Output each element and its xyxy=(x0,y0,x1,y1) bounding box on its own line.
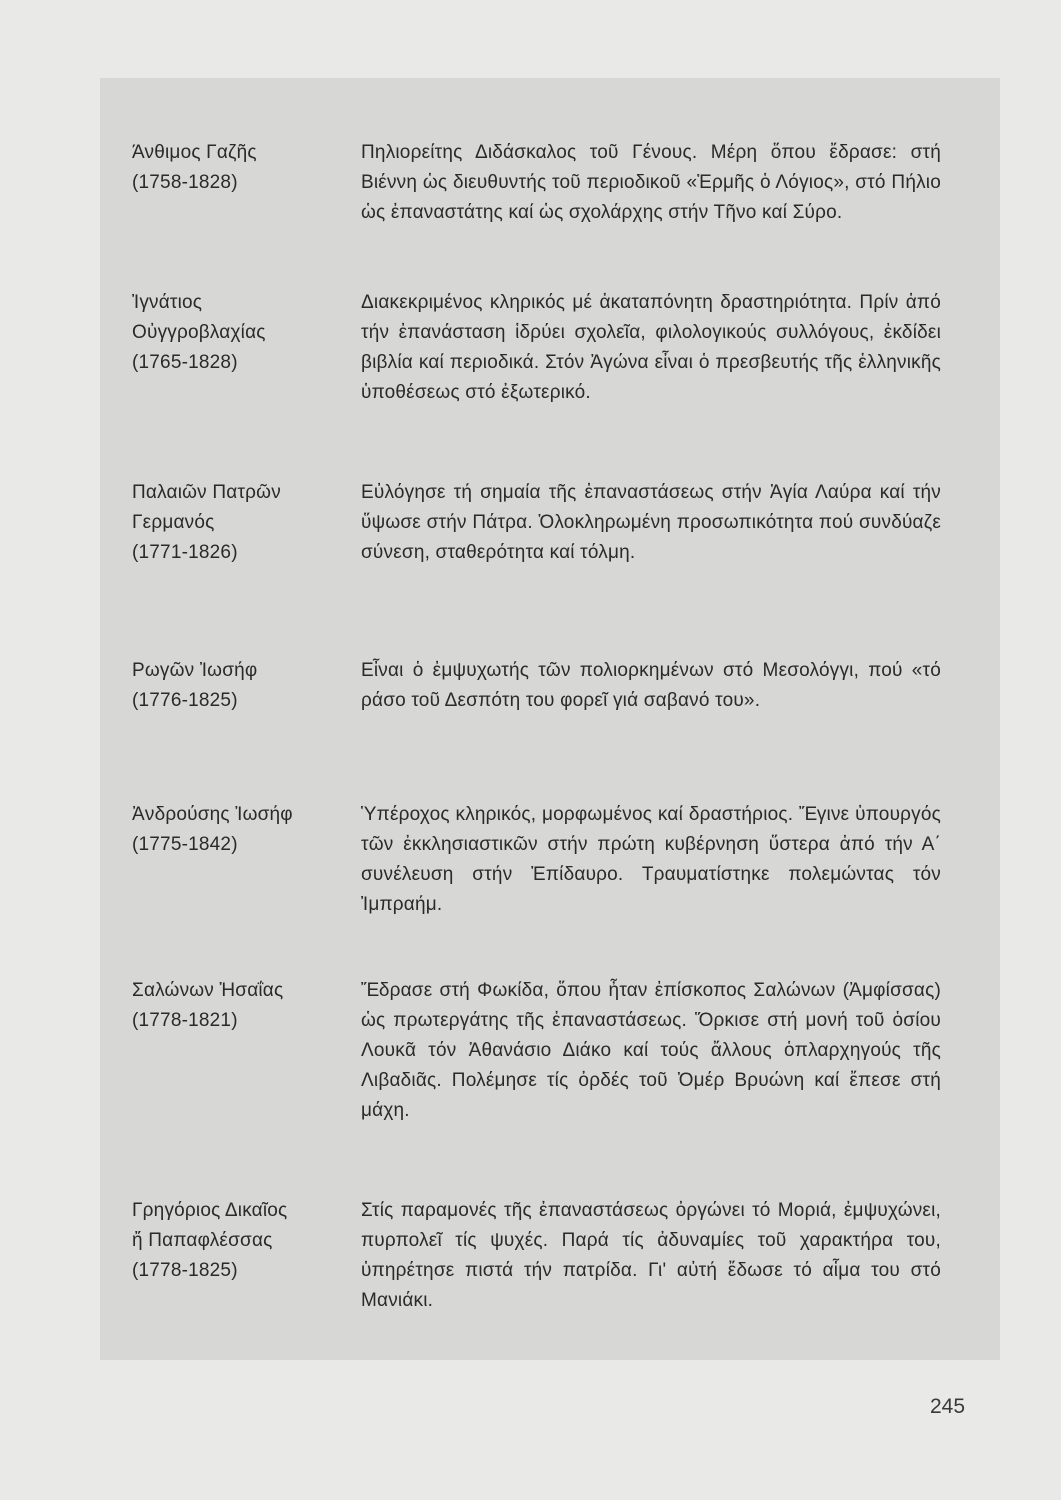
page-number: 245 xyxy=(930,1395,966,1418)
name-line: Γρηγόριος Δικαῖος xyxy=(132,1200,288,1221)
name-line: Οὐγγροβλαχίας xyxy=(132,322,266,343)
name-line: Άνθιμος Γαζῆς xyxy=(132,142,257,163)
name-line: Ρωγῶν Ἰωσήφ xyxy=(132,660,258,681)
name-line: Σαλώνων Ἠσαΐας xyxy=(132,980,284,1001)
entry-description: Εἶναι ὁ ἐμψυχωτής τῶν πολιορκημένων στό Μεσολόγγι, πού «τό ράσο τοῦ Δεσπότη του φορεῖ γιά σαβανό του». xyxy=(361,660,941,711)
name-line: Ἀνδρούσης Ἰωσήφ xyxy=(132,804,293,825)
name-dates: (1778-1825) xyxy=(132,1260,238,1281)
name-dates: (1778-1821) xyxy=(132,1010,238,1031)
entry-name xyxy=(132,976,342,1036)
entry-description: Ἔδρασε στή Φωκίδα, ὅπου ἦταν ἐπίσκοπος Σαλώνων (Ἀμφίσσας) ὡς πρωτεργάτης τῆς ἐπαναστάσεως. Ὅρκισε στή μονή τοῦ ὁσίου Λουκᾶ τόν Ἀθανάσιο Διάκο καί τούς ἄλλους ὁπλαρχηγούς τῆς Λιβαδιᾶς. Πολέμησε τίς ὀρδές τοῦ Ὀμέρ Βρυώνη καί ἔπεσε στή μάχη. xyxy=(361,980,941,1121)
name-dates: (1771-1826) xyxy=(132,542,238,563)
entry-description: Πηλιορείτης Διδάσκαλος τοῦ Γένους. Μέρη ὅπου ἔδρασε: στή Βιέννη ὡς διευθυντής τοῦ περιοδικοῦ «Ἑρμῆς ὁ Λόγιος», στό Πήλιο ὡς ἐπαναστάτης καί ὡς σχολάρχης στήν Τῆνο καί Σύρο. xyxy=(361,142,941,223)
entry-name xyxy=(132,288,342,378)
name-dates: (1765-1828) xyxy=(132,352,238,373)
name-dates: (1758-1828) xyxy=(132,172,238,193)
entry-name xyxy=(132,656,342,716)
entry-description: Στίς παραμονές τῆς ἐπαναστάσεως ὀργώνει τό Μοριά, ἐμψυχώνει, πυρπολεῖ τίς ψυχές. Παρά τίς ἀδυναμίες τοῦ χαρακτήρα του, ὑπηρέτησε πιστά τήν πατρίδα. Γι' αὐτή ἔδωσε τό αἷμα του στό Μανιάκι. xyxy=(361,1200,941,1311)
content-panel xyxy=(100,78,1000,1360)
name-line: Γερμανός xyxy=(132,512,215,533)
entry-name xyxy=(132,800,342,860)
name-line: ἤ Παπαφλέσσας xyxy=(132,1230,273,1251)
name-dates: (1775-1842) xyxy=(132,834,238,855)
name-line: Ἰγνάτιος xyxy=(132,292,203,313)
entry-name xyxy=(132,478,342,568)
name-line: Παλαιῶν Πατρῶν xyxy=(132,482,281,503)
entry-description: Διακεκριμένος κληρικός μέ ἀκαταπόνητη δραστηριότητα. Πρίν ἀπό τήν ἐπανάσταση ἱδρύει σχολεῖα, φιλολογικούς συλλόγους, ἐκδίδει βιβλία καί περιοδικά. Στόν Ἀγώνα εἶναι ὁ πρεσβευτής τῆς ἑλληνικῆς ὑποθέσεως στό ἐξωτερικό. xyxy=(361,292,941,403)
name-dates: (1776-1825) xyxy=(132,690,238,711)
entry-description: Εὐλόγησε τή σημαία τῆς ἐπαναστάσεως στήν Ἁγία Λαύρα καί τήν ὕψωσε στήν Πάτρα. Ὁλοκληρωμένη προσωπικότητα πού συνδύαζε σύνεση, σταθερότητα καί τόλμη. xyxy=(361,482,941,563)
entry-description: Ὑπέροχος κληρικός, μορφωμένος καί δραστήριος. Ἔγινε ὑπουργός τῶν ἐκκλησιαστικῶν στήν πρώτη κυβέρνηση ὕστερα ἀπό τήν Α΄ συνέλευση στήν Ἐπίδαυρο. Τραυματίστηκε πολεμώντας τόν Ἰμπραήμ. xyxy=(361,804,941,915)
entry-name xyxy=(132,1196,342,1286)
entry-name xyxy=(132,138,342,198)
